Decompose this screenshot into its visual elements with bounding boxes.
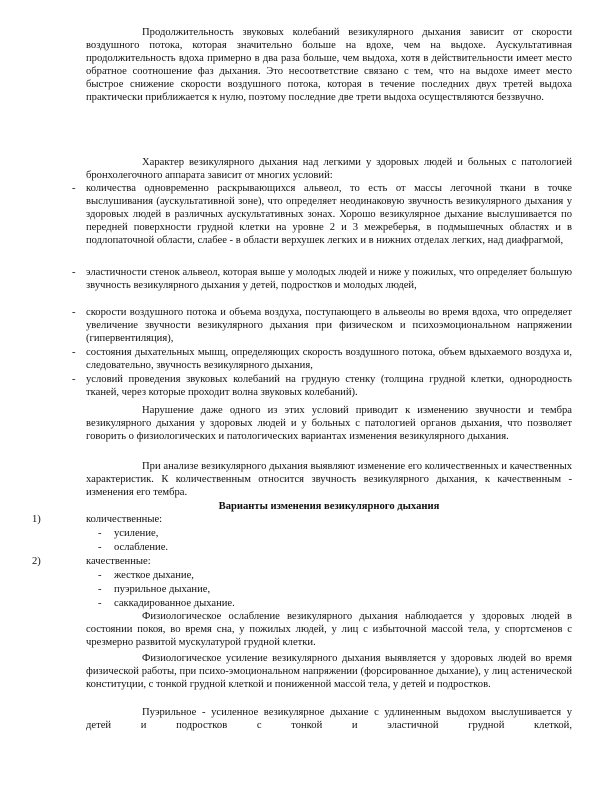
subitem-text: жесткое дыхание, (114, 570, 194, 581)
list-dash: - (72, 374, 76, 385)
section-heading: Варианты изменения везикулярного дыхания (218, 501, 440, 512)
paragraph-duration: Продолжительность звуковых колебаний везикулярного дыхания зависит от скорости воздушного потока, которая значительно больше на вдохе, чем на выдохе. Аускультативная продолжительность вдоха примерно в два раза больше, чем выдоха, хотя в действительности имеет место обратное соотношение фаз дыхания. Это несоответствие связано с тем, что на выдохе имеет место быстрое снижение скорости воздушного потока, которая в течение последних двух третей выдоха практически приближается к нулю, поэтому последние две трети выдоха осуществляются беззвучно. (86, 27, 572, 104)
paragraph-character: Характер везикулярного дыхания над легкими у здоровых людей и больных с патологией бронхолегочного аппарата зависит от многих условий: (86, 157, 572, 182)
variant-subitem (98, 527, 159, 540)
list-dash: - (98, 542, 102, 553)
subitem-text: ослабление. (114, 542, 169, 553)
variant-label: качественные: (86, 556, 151, 567)
list-dash: - (98, 598, 102, 609)
condition-item-1 (72, 182, 572, 247)
list-dash: - (72, 183, 76, 194)
condition-text: условий проведения звуковых колебаний на грудную стенку (толщина грудной клетки, однородность тканей, через которые проходит волна звуковых колебаний). (86, 374, 572, 399)
condition-item-3 (72, 306, 572, 345)
variant-label: количественные: (86, 514, 163, 525)
variant-subitem (98, 541, 169, 554)
variant-subitem (98, 597, 235, 610)
list-dash: - (72, 267, 76, 278)
paragraph-analysis: При анализе везикулярного дыхания выявляют изменение его количественных и качественных характеристик. К количественным относится звучность везикулярного дыхания, к качественным - изменения его тембра. (86, 461, 572, 499)
list-dash: - (72, 347, 76, 358)
condition-text: эластичности стенок альвеол, которая выше у молодых людей и ниже у пожилых, что определяет большую звучность везикулярного дыхания у детей, подростков и молодых людей, (86, 267, 572, 292)
list-dash: - (98, 528, 102, 539)
condition-text: скорости воздушного потока и объема воздуха, поступающего в альвеолы во время вдоха, что определяет увеличение звучности везикулярного дыхания при физическом и психоэмоциональном напряжении (гипервентиляция), (86, 307, 572, 345)
variant-subitem (98, 583, 211, 596)
variant-group-2 (32, 555, 572, 568)
variant-number: 1) (32, 514, 41, 525)
condition-item-5 (72, 373, 572, 399)
paragraph-physiological-weakening: Физиологическое ослабление везикулярного дыхания наблюдается у здоровых людей в состоянии покоя, во время сна, у пожилых людей, у лиц с избыточной массой тела, у спортсменов с чрезмерно развитой мускулатурой грудной клетки. (86, 611, 572, 649)
condition-item-2 (72, 266, 572, 292)
list-dash: - (72, 307, 76, 318)
list-dash: - (98, 584, 102, 595)
subitem-text: усиление, (114, 528, 159, 539)
variant-group-1 (32, 513, 572, 526)
variant-number: 2) (32, 556, 41, 567)
condition-text: состояния дыхательных мышц, определяющих скорость воздушного потока, объем вдыхаемого воздуха и, следовательно, звучность везикулярного дыхания, (86, 347, 572, 372)
paragraph-violation: Нарушение даже одного из этих условий приводит к изменению звучности и тембра везикулярного дыхания у здоровых людей и у больных с патологией органов дыхания, что позволяет говорить о физиологических и патологических вариантах изменения везикулярного дыхания. (86, 405, 572, 443)
paragraph-puerile: Пуэрильное - усиленное везикулярное дыхание с удлиненным выдохом выслушивается у детей и подростков с тонкой и эластичной грудной клеткой, (86, 707, 572, 732)
subitem-text: саккадированное дыхание. (114, 598, 235, 609)
condition-item-4 (72, 346, 572, 372)
subitem-text: пуэрильное дыхание, (114, 584, 211, 595)
paragraph-physiological-strengthening: Физиологическое усиление везикулярного дыхания выявляется у здоровых людей во время физической работы, при психо-эмоциональном напряжении (форсированное дыхание), у лиц астенической конституции, с тонкой грудной клеткой и пониженной массой тела, у детей и подростков. (86, 653, 572, 691)
list-dash: - (98, 570, 102, 581)
condition-text: количества одновременно раскрывающихся альвеол, то есть от массы легочной ткани в точке выслушивания (аускультативной зоне), что определяет неодинаковую звучность везикулярного дыхания у здоровых людей в различных аускультативных зонах. Хорошо везикулярное дыхание выслушивается по передней поверхности грудной клетки на уровне 2 и 3 межреберья, в подмышечных областях и в подлопаточной области, слабее - в области верхушек легких и в нижних отделах легких, над диафрагмой, (86, 183, 572, 247)
variant-subitem (98, 569, 194, 582)
